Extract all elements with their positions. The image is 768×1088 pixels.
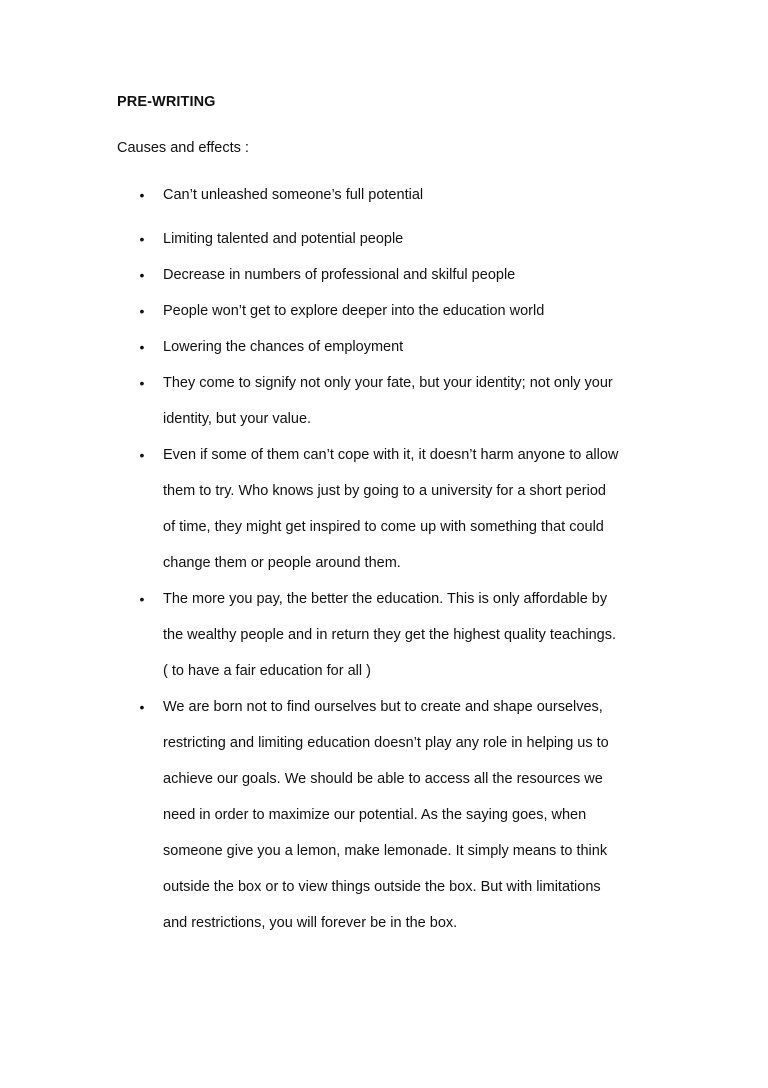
text-line: They come to signify not only your fate, but your identity; not only your xyxy=(163,375,613,391)
text-line: ( to have a fair education for all ) xyxy=(163,663,371,679)
text-line: Limiting talented and potential people xyxy=(163,231,404,247)
bullet-icon: • xyxy=(139,267,145,283)
bullet-icon: • xyxy=(139,699,145,715)
bullet-icon: • xyxy=(139,339,145,355)
text-line: restricting and limiting education doesn’t play any role in helping us to xyxy=(163,735,609,751)
bullet-icon: • xyxy=(139,447,145,463)
bullet-text xyxy=(163,293,663,329)
bullet-text xyxy=(163,689,663,941)
text-line: of time, they might get inspired to come up with something that could xyxy=(163,519,604,535)
page-title: PRE-WRITING xyxy=(117,94,216,110)
bullet-text xyxy=(163,177,663,213)
text-line: achieve our goals. We should be able to access all the resources we xyxy=(163,771,603,787)
text-line: Decrease in numbers of professional and skilful people xyxy=(163,267,516,283)
text-line: We are born not to find ourselves but to create and shape ourselves, xyxy=(163,699,603,715)
text-line: need in order to maximize our potential. As the saying goes, when xyxy=(163,807,587,823)
text-line: People won’t get to explore deeper into the education world xyxy=(163,303,545,319)
text-line: and restrictions, you will forever be in the box. xyxy=(163,915,458,931)
bullet-icon: • xyxy=(139,303,145,319)
text-line: the wealthy people and in return they get the highest quality teachings. xyxy=(163,627,617,643)
bullet-text xyxy=(163,221,663,257)
bullet-icon: • xyxy=(139,187,145,203)
bullet-icon: • xyxy=(139,375,145,391)
bullet-text xyxy=(163,329,663,365)
text-line: someone give you a lemon, make lemonade. It simply means to think xyxy=(163,843,608,859)
section-subheading: Causes and effects : xyxy=(117,140,249,156)
bullet-icon: • xyxy=(139,231,145,247)
text-line: The more you pay, the better the education. This is only affordable by xyxy=(163,591,608,607)
text-line: change them or people around them. xyxy=(163,555,401,571)
text-line: Lowering the chances of employment xyxy=(163,339,404,355)
text-line: outside the box or to view things outside the box. But with limitations xyxy=(163,879,601,895)
bullet-icon: • xyxy=(139,591,145,607)
bullet-text xyxy=(163,257,663,293)
text-line: identity, but your value. xyxy=(163,411,312,427)
text-line: them to try. Who knows just by going to a university for a short period xyxy=(163,483,606,499)
bullet-text xyxy=(163,365,663,437)
text-line: Can’t unleashed someone’s full potential xyxy=(163,187,424,203)
bullet-text xyxy=(163,581,663,689)
bullet-text xyxy=(163,437,663,581)
text-line: Even if some of them can’t cope with it, it doesn’t harm anyone to allow xyxy=(163,447,619,463)
